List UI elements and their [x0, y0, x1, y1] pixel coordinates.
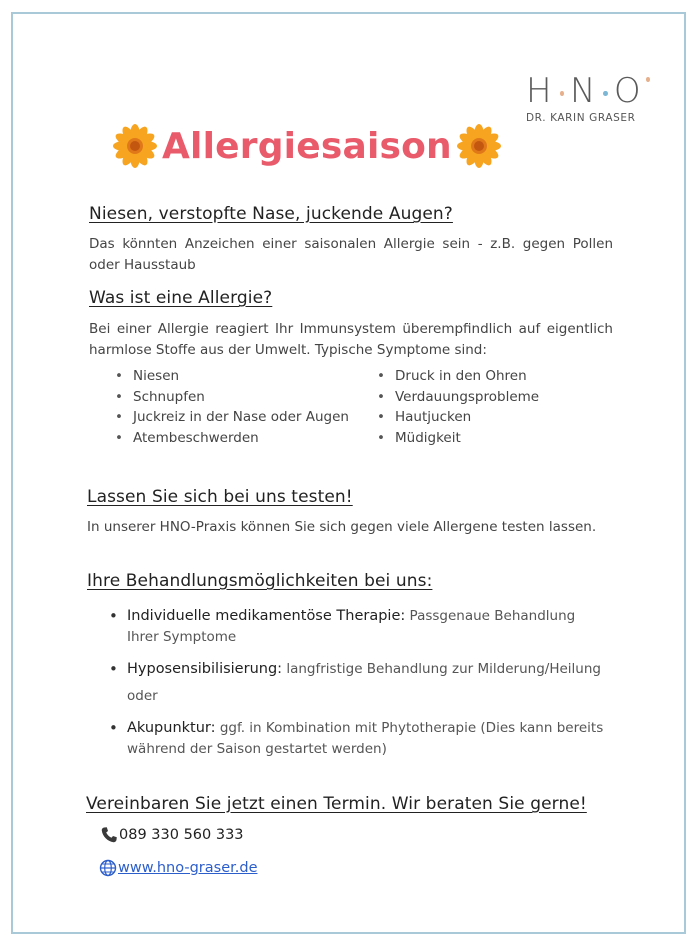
logo-subtitle: DR. KARIN GRASER: [526, 112, 636, 124]
list-item: • Juckreiz in der Nase oder Augen: [111, 407, 351, 428]
section-heading-what-is-allergy: Was ist eine Allergie?: [89, 288, 273, 308]
flower-icon: [112, 123, 158, 169]
treatment-title: Individuelle medikamentöse Therapie:: [127, 608, 406, 624]
page-title: Allergiesaison: [162, 125, 452, 167]
contact-phone: [100, 826, 244, 844]
section-heading-treatment: Ihre Behandlungsmöglichkeiten bei uns:: [87, 571, 433, 591]
or-text: oder: [127, 687, 158, 704]
treatment-list: [107, 606, 607, 759]
treatment-desc: Passgenaue Behandlung Ihrer Symptome: [127, 608, 576, 645]
list-item: • Niesen: [111, 366, 351, 387]
list-item: [107, 606, 607, 647]
flower-icon: [456, 123, 502, 169]
treatment-desc: ggf. in Kombination mit Phytotherapie (Dies kann bereits während der Saison gestartet werden): [127, 720, 604, 757]
list-item: • Verdauungsprobleme: [373, 387, 603, 408]
list-item: • Hautjucken: [373, 407, 603, 428]
phone-number: 089 330 560 333: [119, 827, 244, 843]
list-item: • Müdigkeit: [373, 428, 603, 449]
logo-dot: [560, 91, 564, 96]
logo-dot: [603, 91, 607, 96]
treatment-desc: langfristige Behandlung zur Milderung/Heilung: [286, 661, 601, 677]
cta-heading: Vereinbaren Sie jetzt einen Termin. Wir beraten Sie gerne!: [86, 794, 587, 814]
practice-logo: [526, 71, 656, 124]
section-text-testing: In unserer HNO-Praxis können Sie sich gegen viele Allergene testen lassen.: [87, 519, 597, 535]
globe-icon: [99, 859, 117, 877]
treatment-title: Hyposensibilisierung:: [127, 661, 283, 677]
symptom-list-left: [111, 366, 351, 448]
logo-dot: [646, 77, 650, 82]
or-label: [107, 686, 607, 707]
title-row: [112, 120, 502, 172]
list-item: • Druck in den Ohren: [373, 366, 603, 387]
contact-website: [99, 859, 258, 877]
logo-letter-n: N: [569, 71, 598, 111]
website-link[interactable]: www.hno-graser.de: [118, 860, 258, 876]
treatment-title: Akupunktur:: [127, 720, 216, 736]
list-item: [107, 718, 607, 759]
section-heading-testing: Lassen Sie sich bei uns testen!: [87, 487, 353, 507]
symptom-list-right: [373, 366, 603, 448]
list-item: [107, 659, 607, 680]
section-heading-symptoms-question: Niesen, verstopfte Nase, juckende Augen?: [89, 204, 453, 224]
list-item: • Atembeschwerden: [111, 428, 351, 449]
phone-icon: [100, 826, 118, 844]
logo-letter-o: O: [613, 71, 643, 111]
section-text-intro: Das könnten Anzeichen einer saisonalen Allergie sein - z.B. gegen Pollen oder Hausstaub: [89, 236, 613, 273]
list-item: • Schnupfen: [111, 387, 351, 408]
logo-letter-h: H: [526, 71, 554, 111]
section-text-allergy: Bei einer Allergie reagiert Ihr Immunsystem überempfindlich auf eigentlich harmlose Stoffe aus der Umwelt. Typische Symptome sind:: [89, 321, 613, 358]
